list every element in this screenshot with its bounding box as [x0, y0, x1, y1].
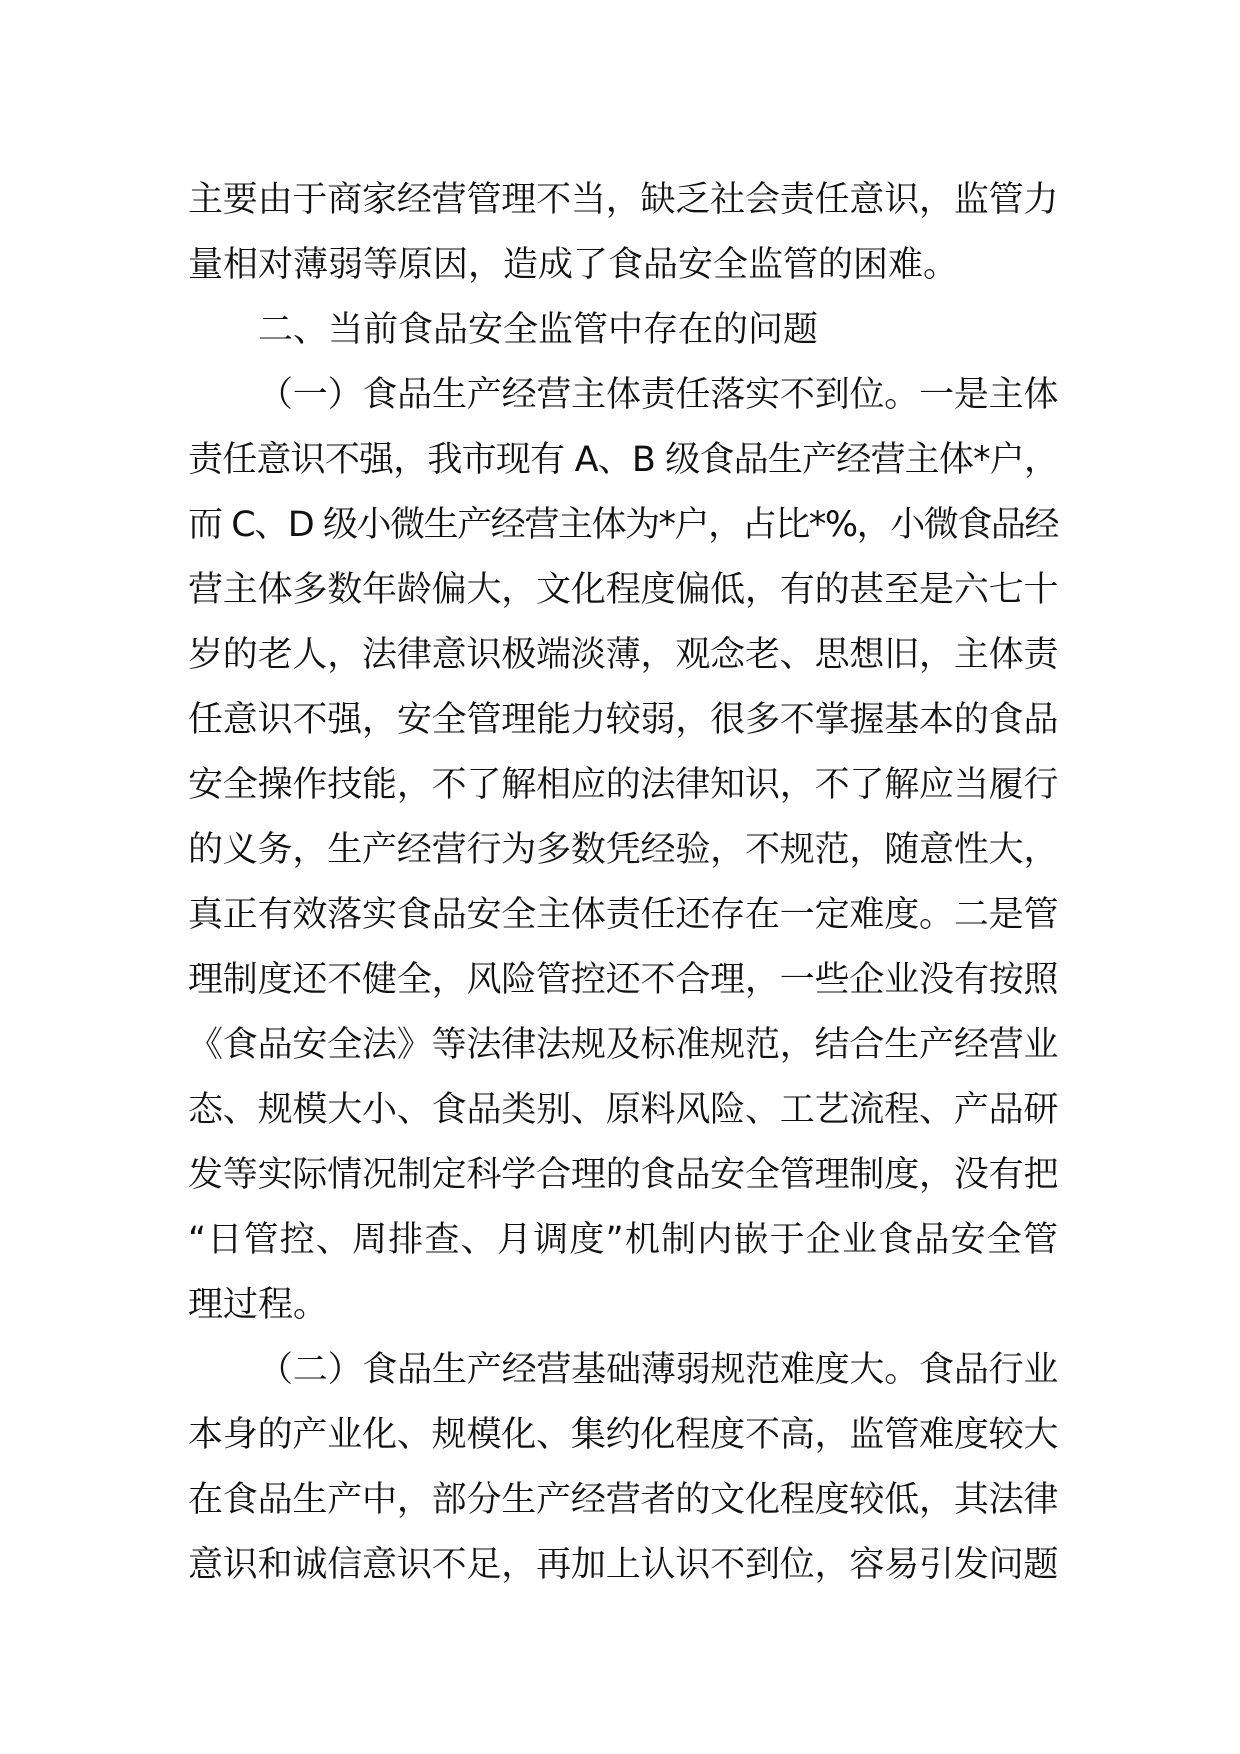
paragraph-item-1	[188, 363, 1058, 1338]
text-line: 《食品安全法》等法律法规及标准规范，结合生产经营业	[188, 1025, 1058, 1065]
text-line: 态、规模大小、食品类别、原料风险、工艺流程、产品研	[188, 1090, 1058, 1130]
text-line: 发等实际情况制定科学合理的食品安全管理制度，没有把	[188, 1155, 1058, 1195]
text-line: 理过程。	[188, 1285, 329, 1325]
text-line: 的义务，生产经营行为多数凭经验，不规范，随意性大，	[188, 830, 1058, 870]
section-heading-text: 二、当前食品安全监管中存在的问题	[258, 310, 819, 350]
text-line: 意识和诚信意识不足，再加上认识不到位，容易引发问题	[188, 1545, 1058, 1585]
paragraph-item-2	[188, 1338, 1058, 1598]
text-line: 在食品生产中，部分生产经营者的文化程度较低，其法律	[188, 1480, 1058, 1520]
text-line: 主要由于商家经营管理不当，缺乏社会责任意识，监管力	[188, 180, 1058, 220]
text-line: 安全操作技能，不了解相应的法律知识，不了解应当履行	[188, 765, 1058, 805]
document-body	[188, 168, 1058, 1598]
text-line: 责任意识不强，我市现有 A、B 级食品生产经营主体*户，	[188, 440, 1058, 480]
text-line: 理制度还不健全，风险管控还不合理，一些企业没有按照	[188, 960, 1058, 1000]
paragraph-continuation	[188, 168, 1058, 298]
text-line: 而 C、D 级小微生产经营主体为*户，占比*%，小微食品经	[188, 505, 1058, 545]
text-line: 任意识不强，安全管理能力较弱，很多不掌握基本的食品	[188, 700, 1058, 740]
text-line: 营主体多数年龄偏大，文化程度偏低，有的甚至是六七十	[188, 570, 1058, 610]
text-line: 本身的产业化、规模化、集约化程度不高，监管难度较大	[188, 1415, 1058, 1455]
text-line: 真正有效落实食品安全主体责任还存在一定难度。二是管	[188, 895, 1058, 935]
text-line: （一）食品生产经营主体责任落实不到位。一是主体	[258, 375, 1058, 415]
text-line: 量相对薄弱等原因，造成了食品安全监管的困难。	[188, 245, 959, 285]
text-line: “日管控、周排查、月调度”机制内嵌于企业食品安全管	[188, 1220, 1058, 1260]
section-heading	[188, 298, 1058, 363]
text-line: 岁的老人，法律意识极端淡薄，观念老、思想旧，主体责	[188, 635, 1058, 675]
text-line: （二）食品生产经营基础薄弱规范难度大。食品行业	[258, 1350, 1058, 1390]
